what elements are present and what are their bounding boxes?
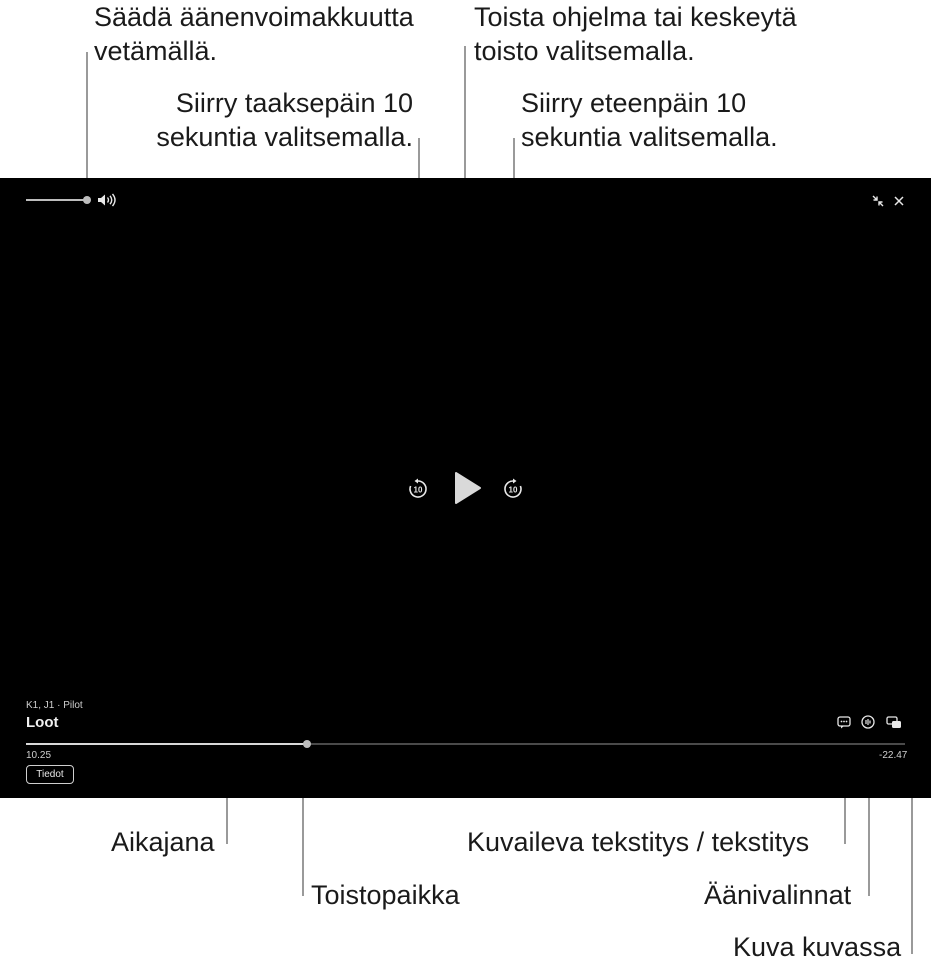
skip-back-label: 10 [413, 485, 423, 495]
volume-slider[interactable] [26, 195, 92, 205]
skip-back-10-icon[interactable] [406, 477, 430, 501]
episode-label: K1, J1 · Pilot [26, 700, 83, 711]
video-player[interactable] [0, 178, 931, 798]
timeline[interactable] [26, 738, 905, 750]
volume-callout-line2: vetämällä. [94, 36, 218, 66]
skip-back-callout-line2: sekuntia valitsemalla. [156, 122, 413, 152]
timeline-progress [26, 743, 307, 745]
audio-callout: Äänivalinnat [704, 880, 852, 910]
info-button[interactable] [26, 765, 74, 784]
volume-callout-line1: Säädä äänenvoimakkuutta [94, 2, 414, 32]
pip-callout: Kuva kuvassa [733, 932, 902, 962]
volume-callout [94, 0, 414, 68]
show-title: Loot [26, 714, 59, 731]
skip-forward-callout [521, 86, 778, 154]
play-icon[interactable] [450, 470, 484, 506]
skip-forward-10-icon[interactable] [501, 477, 525, 501]
close-icon[interactable] [891, 193, 907, 209]
timeline-callout: Aikajana [111, 827, 215, 857]
play-callout-line2: toisto valitsemalla. [474, 36, 695, 66]
volume-knob[interactable] [83, 196, 91, 204]
elapsed-time: 10.25 [26, 750, 52, 761]
play-callout-line1: Toista ohjelma tai keskeytä [474, 2, 797, 32]
minimize-icon[interactable] [870, 193, 886, 209]
picture-in-picture-icon[interactable] [885, 714, 903, 730]
remaining-time: -22.47 [879, 750, 908, 761]
audio-options-icon[interactable] [860, 714, 876, 730]
skip-back-callout-line1: Siirry taaksepäin 10 [175, 88, 413, 118]
skip-forward-label: 10 [508, 485, 518, 495]
skip-back-callout [156, 86, 413, 154]
volume-leader [86, 52, 88, 199]
playhead-callout: Toistopaikka [311, 880, 460, 910]
speaker-icon[interactable] [96, 193, 118, 207]
subtitles-callout: Kuvaileva tekstitys / tekstitys [467, 827, 810, 857]
skip-forward-callout-line2: sekuntia valitsemalla. [521, 122, 778, 152]
skip-forward-callout-line1: Siirry eteenpäin 10 [521, 88, 747, 118]
play-callout [474, 0, 797, 68]
volume-track [26, 199, 88, 201]
playhead[interactable] [303, 740, 311, 748]
subtitles-icon[interactable] [836, 714, 852, 730]
info-button-label: Tiedot [36, 769, 64, 780]
